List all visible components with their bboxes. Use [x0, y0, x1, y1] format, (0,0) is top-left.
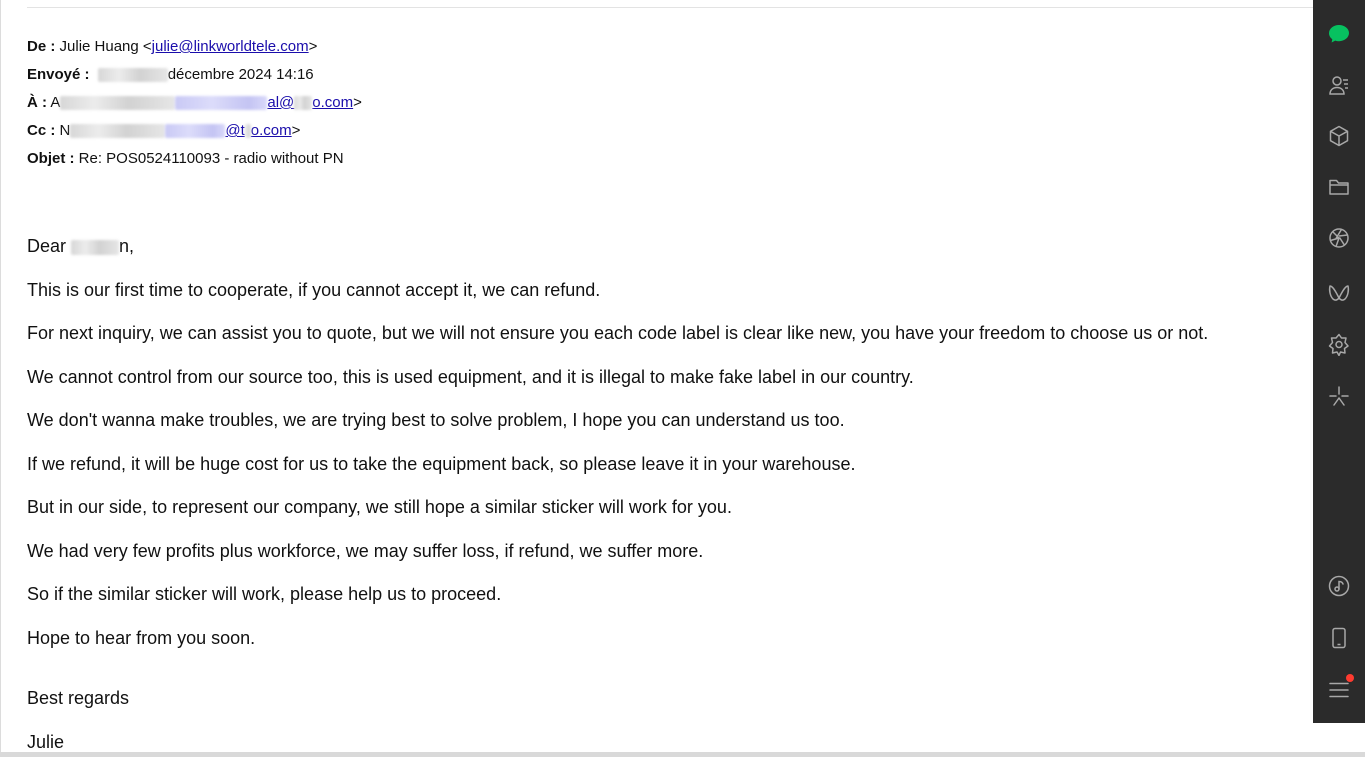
notification-dot — [1346, 674, 1354, 682]
gear-flower-icon[interactable] — [1325, 330, 1353, 358]
redacted-greeting-name — [71, 240, 119, 255]
cc-label: Cc : — [27, 122, 56, 139]
redacted-recipient-name — [60, 96, 175, 110]
redacted-cc-name — [70, 124, 165, 138]
chat-icon[interactable] — [1325, 20, 1353, 48]
redacted-recipient-domain — [294, 96, 312, 110]
to-label: À : — [27, 94, 47, 111]
body-paragraph: If we refund, it will be huge cost for us to take the equipment back, so please leave it in your warehouse. — [27, 453, 856, 474]
email-body — [27, 233, 1208, 757]
phone-icon[interactable] — [1325, 624, 1353, 652]
to-prefix: A — [50, 94, 61, 111]
contacts-icon[interactable] — [1325, 71, 1353, 99]
butterfly-icon[interactable] — [1325, 279, 1353, 307]
body-paragraph: We cannot control from our source too, this is used equipment, and it is illegal to make fake label in our country. — [27, 366, 914, 387]
greeting-end: n, — [119, 236, 135, 256]
cc-close: > — [291, 122, 301, 139]
subject-value: Re: POS0524110093 - radio without PN — [78, 150, 344, 167]
sent-label: Envoyé : — [27, 66, 90, 83]
header-sent — [27, 64, 362, 92]
top-divider — [27, 7, 1314, 8]
to-domain-link[interactable]: o.com — [312, 94, 354, 111]
cube-icon[interactable] — [1325, 122, 1353, 150]
body-paragraph: This is our first time to cooperate, if you cannot accept it, we can refund. — [27, 279, 601, 300]
from-name: Julie Huang < — [59, 38, 152, 55]
cc-prefix: N — [59, 122, 71, 139]
redacted-cc-domain — [245, 124, 251, 138]
greeting — [27, 233, 1208, 277]
header-from — [27, 36, 362, 64]
redacted-recipient-email — [175, 96, 267, 110]
menu-icon[interactable] — [1325, 676, 1353, 704]
cc-email-link[interactable]: @t — [225, 122, 245, 139]
from-label: De : — [27, 38, 56, 55]
body-paragraph: So if the similar sticker will work, please help us to proceed. — [27, 584, 502, 604]
music-icon[interactable] — [1325, 572, 1353, 600]
cc-domain-link[interactable]: o.com — [250, 122, 292, 139]
greeting-start: Dear — [27, 236, 72, 256]
header-subject — [27, 148, 362, 176]
body-paragraph: Hope to hear from you soon. — [27, 627, 256, 648]
body-paragraph: For next inquiry, we can assist you to quote, but we will not ensure you each code label is clear like new, you have your freedom to choose us or not. — [27, 323, 1209, 343]
redacted-date — [98, 68, 168, 82]
sparkle-icon[interactable] — [1325, 382, 1353, 410]
to-email-link[interactable]: al@ — [267, 94, 295, 111]
email-headers — [27, 36, 362, 176]
to-close: > — [353, 94, 362, 111]
bottom-edge — [0, 752, 1365, 757]
from-email-link[interactable]: julie@linkworldtele.com — [151, 38, 309, 55]
aperture-icon[interactable] — [1325, 224, 1353, 252]
app-sidebar — [1313, 0, 1365, 723]
body-paragraph: We had very few profits plus workforce, we may suffer loss, if refund, we suffer more. — [27, 540, 704, 561]
redacted-cc-email — [165, 124, 225, 138]
subject-label: Objet : — [27, 150, 75, 167]
closing: Best regards — [27, 688, 130, 708]
header-cc — [27, 120, 362, 148]
body-paragraph: But in our side, to represent our company, we still hope a similar sticker will work for you. — [27, 497, 732, 517]
sent-value: décembre 2024 14:16 — [167, 66, 314, 83]
signature: Julie — [27, 731, 65, 752]
from-close: > — [308, 38, 318, 55]
folder-icon[interactable] — [1325, 173, 1353, 201]
body-paragraph: We don't wanna make troubles, we are trying best to solve problem, I hope you can understand us too. — [27, 410, 845, 430]
header-to — [27, 92, 362, 120]
